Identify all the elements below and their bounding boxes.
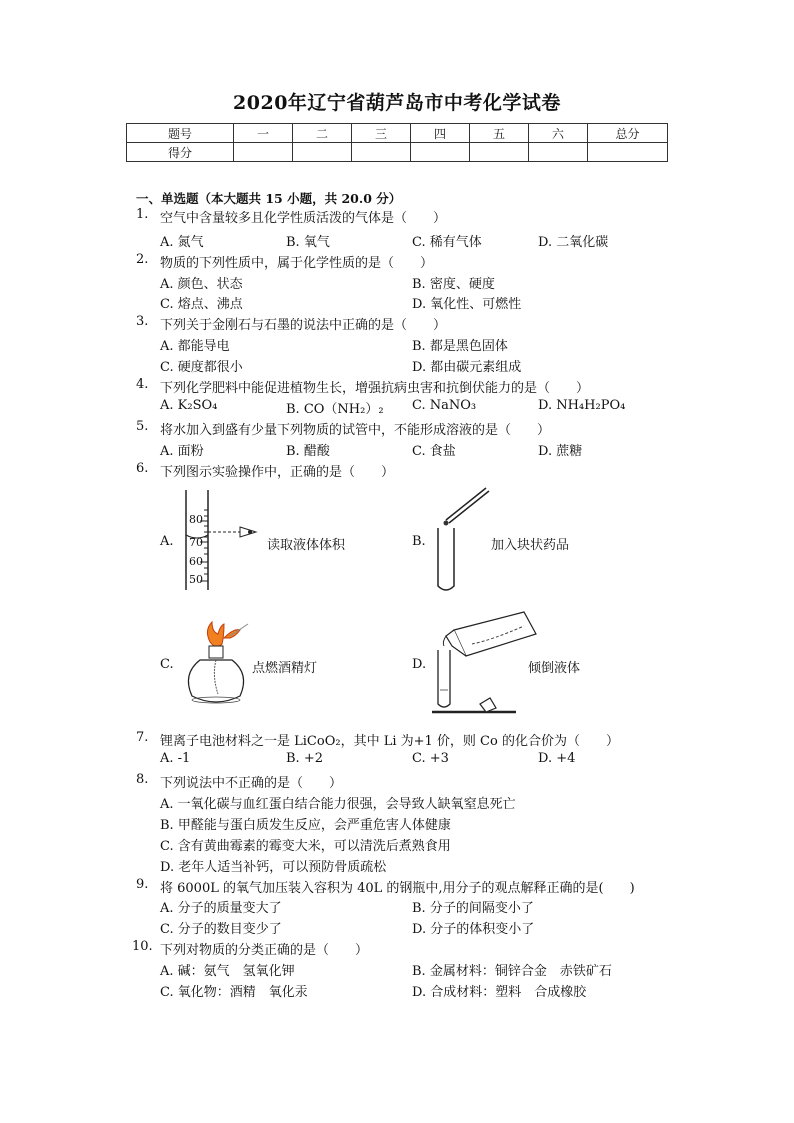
question-10 xyxy=(0,939,794,959)
question-number: 10. xyxy=(132,939,153,954)
question-3-options-row1 xyxy=(0,335,794,355)
question-9 xyxy=(0,877,794,897)
score-table-header-cell: 题号 xyxy=(127,124,234,143)
option-b[interactable]: B. 氧气 xyxy=(286,235,330,250)
question-text: 将 6000L 的氧气加压装入容积为 40L 的钢瓶中,用分子的观点解释正确的是( ) xyxy=(160,881,635,896)
option-a[interactable]: A. 颜色、状态 xyxy=(160,277,243,292)
question-number: 7. xyxy=(136,730,149,745)
question-4-options xyxy=(0,398,794,418)
question-10-options-row1 xyxy=(0,960,794,980)
score-table-header-cell: 四 xyxy=(411,124,470,143)
question-7-options xyxy=(0,751,794,771)
tick-label: 80 xyxy=(189,513,203,526)
question-text: 将水加入到盛有少量下列物质的试管中，不能形成溶液的是（ ） xyxy=(160,423,551,438)
option-d[interactable]: D. NH₄H₂PO₄ xyxy=(538,398,626,413)
score-cell[interactable] xyxy=(470,143,529,162)
question-number: 4. xyxy=(136,377,149,392)
score-table-header-cell: 二 xyxy=(293,124,352,143)
figure-b-caption: 加入块状药品 xyxy=(491,538,570,553)
option-d[interactable]: D. 蔗糖 xyxy=(538,444,583,459)
page-title: 2020年辽宁省葫芦岛市中考化学试卷 xyxy=(233,92,561,114)
option-d[interactable]: D. 老年人适当补钙，可以预防骨质疏松 xyxy=(160,860,387,875)
question-3 xyxy=(0,314,794,334)
option-c[interactable]: C. 食盐 xyxy=(412,444,456,459)
question-2-options-row1 xyxy=(0,273,794,293)
score-cell[interactable] xyxy=(293,143,352,162)
figure-b-letter[interactable]: B. xyxy=(412,534,426,549)
option-a[interactable]: A. 都能导电 xyxy=(160,339,230,354)
question-8-option-a-row xyxy=(0,793,794,813)
question-7 xyxy=(0,730,794,750)
score-row-label: 得分 xyxy=(127,143,234,162)
score-table-score-row xyxy=(127,143,668,162)
score-table-header-cell: 总分 xyxy=(588,124,668,143)
option-a[interactable]: A. -1 xyxy=(160,751,191,766)
question-number: 5. xyxy=(136,419,149,434)
score-table-header-cell: 五 xyxy=(470,124,529,143)
question-text: 下列对物质的分类正确的是（ ） xyxy=(160,943,369,958)
question-4 xyxy=(0,377,794,397)
option-a[interactable]: A. 氮气 xyxy=(160,235,204,250)
score-table-header-cell: 一 xyxy=(234,124,293,143)
tick-label: 50 xyxy=(189,573,203,586)
question-2-options-row2 xyxy=(0,293,794,313)
question-number: 3. xyxy=(136,314,149,329)
question-text: 锂离子电池材料之一是 LiCoO₂，其中 Li 为+1 价，则 Co 的化合价为（ ） xyxy=(160,734,619,749)
option-a[interactable]: A. K₂SO₄ xyxy=(160,398,218,413)
option-c[interactable]: C. NaNO₃ xyxy=(412,398,477,413)
option-c[interactable]: C. 稀有气体 xyxy=(412,235,482,250)
score-cell[interactable] xyxy=(411,143,470,162)
question-number: 2. xyxy=(136,252,149,267)
option-d[interactable]: D. +4 xyxy=(538,751,576,766)
option-d[interactable]: D. 分子的体积变小了 xyxy=(412,922,535,937)
question-6 xyxy=(0,461,794,481)
option-b[interactable]: B. 甲醛能与蛋白质发生反应，会严重危害人体健康 xyxy=(160,818,451,833)
question-number: 1. xyxy=(136,207,149,222)
option-c[interactable]: C. +3 xyxy=(412,751,449,766)
option-d[interactable]: D. 合成材料：塑料 合成橡胶 xyxy=(412,985,587,1000)
question-1-options xyxy=(0,231,794,251)
question-2 xyxy=(0,252,794,272)
alcohol-lamp-figure xyxy=(178,620,254,710)
question-text: 下列图示实验操作中，正确的是（ ） xyxy=(160,465,395,480)
score-cell[interactable] xyxy=(352,143,411,162)
option-c[interactable]: C. 硬度都很小 xyxy=(160,360,243,375)
option-d[interactable]: D. 二氧化碳 xyxy=(538,235,609,250)
tick-label: 60 xyxy=(189,555,203,568)
score-table-header-cell: 六 xyxy=(529,124,588,143)
figure-d-caption: 倾倒液体 xyxy=(528,661,581,676)
option-b[interactable]: B. 金属材料：铜锌合金 赤铁矿石 xyxy=(412,964,612,979)
section-heading: 一、单选题（本大题共 15 小题，共 20.0 分） xyxy=(136,191,402,206)
question-text: 下列化学肥料中能促进植物生长，增强抗病虫害和抗倒伏能力的是（ ） xyxy=(160,381,590,396)
option-d[interactable]: D. 氧化性、可燃性 xyxy=(412,297,522,312)
tick-label: 70 xyxy=(189,536,203,549)
option-a[interactable]: A. 碱：氨气 氢氧化钾 xyxy=(160,964,295,979)
question-3-options-row2 xyxy=(0,356,794,376)
option-c[interactable]: C. 含有黄曲霉素的霉变大米，可以清洗后煮熟食用 xyxy=(160,839,451,854)
option-b[interactable]: B. 醋酸 xyxy=(286,444,330,459)
question-8 xyxy=(0,772,794,792)
question-8-option-d-row xyxy=(0,856,794,876)
option-c[interactable]: C. 熔点、沸点 xyxy=(160,297,243,312)
question-8-option-b-row xyxy=(0,814,794,834)
test-tube-tweezers-figure xyxy=(430,486,494,596)
figure-c-caption: 点燃酒精灯 xyxy=(252,661,318,676)
figure-d-letter[interactable]: D. xyxy=(412,657,427,672)
score-cell[interactable] xyxy=(529,143,588,162)
question-text: 下列关于金刚石与石墨的说法中正确的是（ ） xyxy=(160,318,447,333)
score-table-header-cell: 三 xyxy=(352,124,411,143)
option-b[interactable]: B. 都是黑色固体 xyxy=(412,339,508,354)
score-cell[interactable] xyxy=(588,143,668,162)
option-a[interactable]: A. 分子的质量变大了 xyxy=(160,901,282,916)
question-5 xyxy=(0,419,794,439)
option-a[interactable]: A. 一氧化碳与血红蛋白结合能力很强，会导致人缺氧窒息死亡 xyxy=(160,797,516,812)
option-b[interactable]: B. 密度、硬度 xyxy=(412,277,495,292)
question-number: 9. xyxy=(136,877,149,892)
question-text: 物质的下列性质中，属于化学性质的是（ ） xyxy=(160,256,434,271)
option-a[interactable]: A. 面粉 xyxy=(160,444,204,459)
question-number: 8. xyxy=(136,772,149,787)
score-cell[interactable] xyxy=(234,143,293,162)
figure-c-letter[interactable]: C. xyxy=(160,657,174,672)
question-8-option-c-row xyxy=(0,835,794,855)
option-c[interactable]: C. 分子的数目变少了 xyxy=(160,922,282,937)
question-text: 空气中含量较多且化学性质活泼的气体是（ ） xyxy=(160,211,447,226)
option-b[interactable]: B. +2 xyxy=(286,751,323,766)
question-10-options-row2 xyxy=(0,981,794,1001)
question-9-options-row1 xyxy=(0,897,794,917)
question-number: 6. xyxy=(136,461,149,476)
option-c[interactable]: C. 氧化物：酒精 氧化汞 xyxy=(160,985,308,1000)
score-table xyxy=(126,123,668,162)
question-1 xyxy=(0,207,794,227)
question-5-options xyxy=(0,440,794,460)
option-b[interactable]: B. 分子的间隔变小了 xyxy=(412,901,534,916)
figure-a-letter[interactable]: A. xyxy=(160,534,174,549)
figure-a-caption: 读取液体体积 xyxy=(267,538,346,553)
question-text: 下列说法中不正确的是（ ） xyxy=(160,776,343,791)
question-9-options-row2 xyxy=(0,918,794,938)
option-b[interactable]: B. CO（NH₂）₂ xyxy=(286,402,384,417)
option-d[interactable]: D. 都由碳元素组成 xyxy=(412,360,522,375)
score-table-header-row xyxy=(127,124,668,143)
